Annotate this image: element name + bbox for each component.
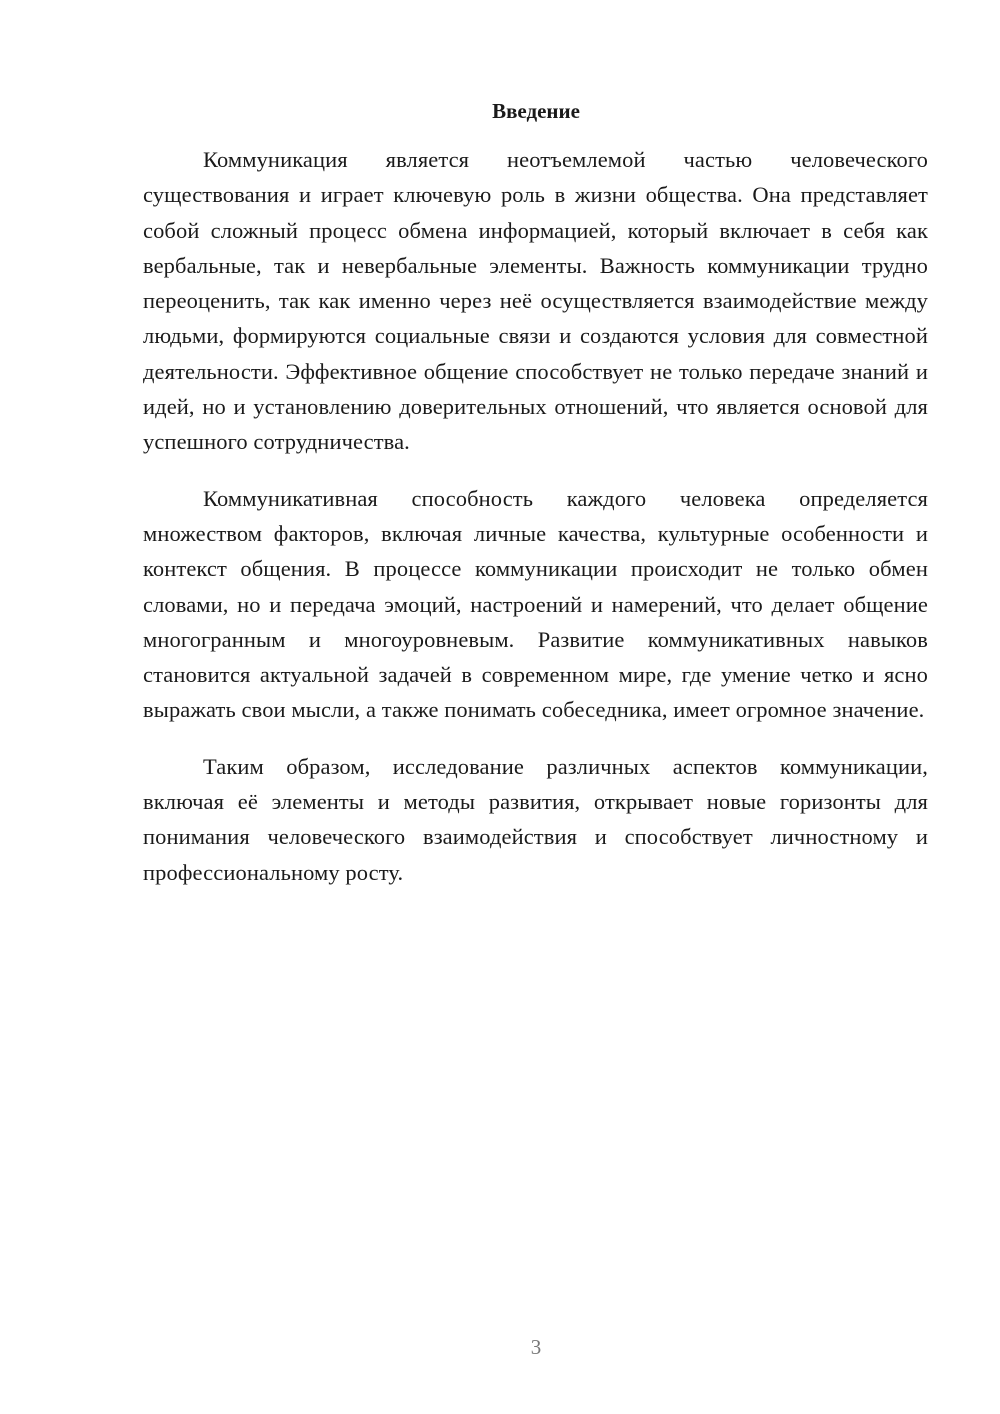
paragraph: Коммуникация является неотъемлемой частью человеческого существования и играет ключевую роль в жизни общества. Она представляет собой сложный процесс обмена информацией, который включает в себя как вербальные, так и невербальные элементы. Важность коммуникации трудно переоценить, так как именно через неё осуществляется взаимодействие между людьми, формируются социальные связи и создаются условия для совместной деятельности. Эффективное общение способствует не только передаче знаний и идей, но и установлению доверительных отношений, что является основой для успешного сотрудничества.	[143, 147, 928, 455]
body-text	[143, 142, 928, 890]
page-number: 3	[530, 1335, 542, 1359]
paragraph: Коммуникативная способность каждого человека определяется множеством факторов, включая личные качества, культурные особенности и контекст общения. В процессе коммуникации происходит не только обмен словами, но и передача эмоций, настроений и намерений, что делает общение многогранным и многоуровневым. Развитие коммуникативных навыков становится актуальной задачей в современном мире, где умение четко и ясно выражать свои мысли, а также понимать собеседника, имеет огромное значение.	[143, 485, 928, 723]
paragraph: Таким образом, исследование различных аспектов коммуникации, включая её элементы и методы развития, открывает новые горизонты для понимания человеческого взаимодействия и способствует личностному и профессиональному росту.	[143, 753, 928, 885]
section-heading: Введение	[492, 99, 580, 123]
